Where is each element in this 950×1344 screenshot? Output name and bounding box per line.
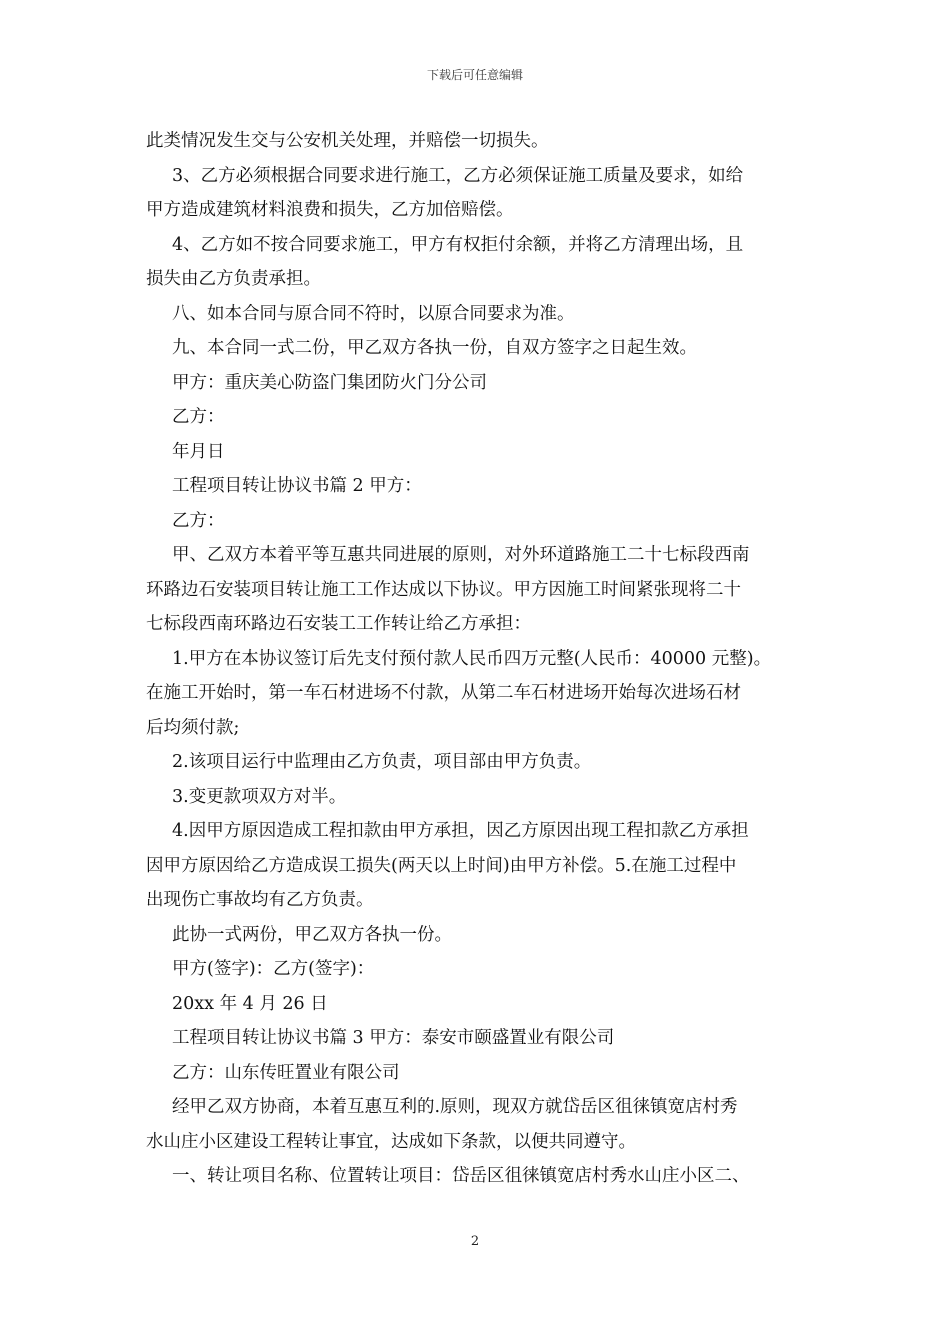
text-line: 工程项目转让协议书篇 3 甲方：泰安市颐盛置业有限公司 — [172, 1028, 615, 1048]
document-body — [146, 124, 808, 1194]
text-line: 20xx 年 4 月 26 日 — [172, 993, 328, 1014]
text-line: 七标段西南环路边石安装工工作转让给乙方承担： — [146, 614, 531, 634]
text-line: 出现伤亡事故均有乙方负责。 — [146, 890, 374, 910]
text-line: 乙方： — [172, 407, 225, 427]
text-line: 经甲乙双方协商，本着互惠互利的.原则，现双方就岱岳区徂徕镇宽店村秀 — [172, 1097, 738, 1117]
text-line: 3.变更款项双方对半。 — [172, 786, 347, 807]
text-line: 甲、乙双方本着平等互惠共同进展的原则，对外环道路施工二十七标段西南 — [172, 545, 750, 565]
text-line: 环路边石安装项目转让施工工作达成以下协议。甲方因施工时间紧张现将二十 — [146, 579, 741, 600]
text-line: 3、乙方必须根据合同要求进行施工，乙方必须保证施工质量及要求，如给 — [172, 165, 744, 186]
text-line: 乙方：山东传旺置业有限公司 — [172, 1062, 400, 1083]
text-line: 甲方：重庆美心防盗门集团防火门分公司 — [172, 372, 487, 393]
text-line: 乙方： — [172, 510, 225, 531]
text-line: 年月日 — [172, 441, 225, 462]
text-line: 2.该项目运行中监理由乙方负责，项目部由甲方负责。 — [172, 752, 592, 772]
text-line: 一、转让项目名称、位置转让项目：岱岳区徂徕镇宽店村秀水山庄小区二、 — [172, 1166, 750, 1186]
text-line: 4、乙方如不按合同要求施工，甲方有权拒付余额，并将乙方清理出场，且 — [172, 234, 744, 255]
text-line: 4.因甲方原因造成工程扣款由甲方承担，因乙方原因出现工程扣款乙方承担 — [172, 821, 749, 841]
text-line: 因甲方原因给乙方造成误工损失(两天以上时间)由甲方补偿。5.在施工过程中 — [146, 855, 737, 876]
text-line: 八、如本合同与原合同不符时，以原合同要求为准。 — [172, 303, 575, 324]
text-line: 后均须付款; — [146, 717, 240, 738]
text-line: 1.甲方在本协议签订后先支付预付款人民币四万元整(人民币：40000 元整)。 — [172, 648, 772, 669]
text-line: 此类情况发生交与公安机关处理，并赔偿一切损失。 — [146, 131, 549, 151]
text-line: 甲方(签字)：乙方(签字)： — [172, 959, 375, 979]
page-number: 2 — [470, 1234, 480, 1249]
text-line: 甲方造成建筑材料浪费和损失，乙方加倍赔偿。 — [146, 200, 514, 220]
text-line: 损失由乙方负责承担。 — [146, 269, 321, 289]
page-header: 下载后可任意编辑 — [426, 68, 523, 82]
text-line: 九、本合同一式二份，甲乙双方各执一份，自双方签字之日起生效。 — [172, 338, 697, 358]
text-line: 此协一式两份，甲乙双方各执一份。 — [172, 924, 452, 945]
text-line: 在施工开始时，第一车石材进场不付款，从第二车石材进场开始每次进场石材 — [146, 683, 741, 703]
text-line: 工程项目转让协议书篇 2 甲方： — [172, 476, 422, 496]
text-line: 水山庄小区建设工程转让事宜，达成如下条款，以便共同遵守。 — [146, 1131, 636, 1152]
